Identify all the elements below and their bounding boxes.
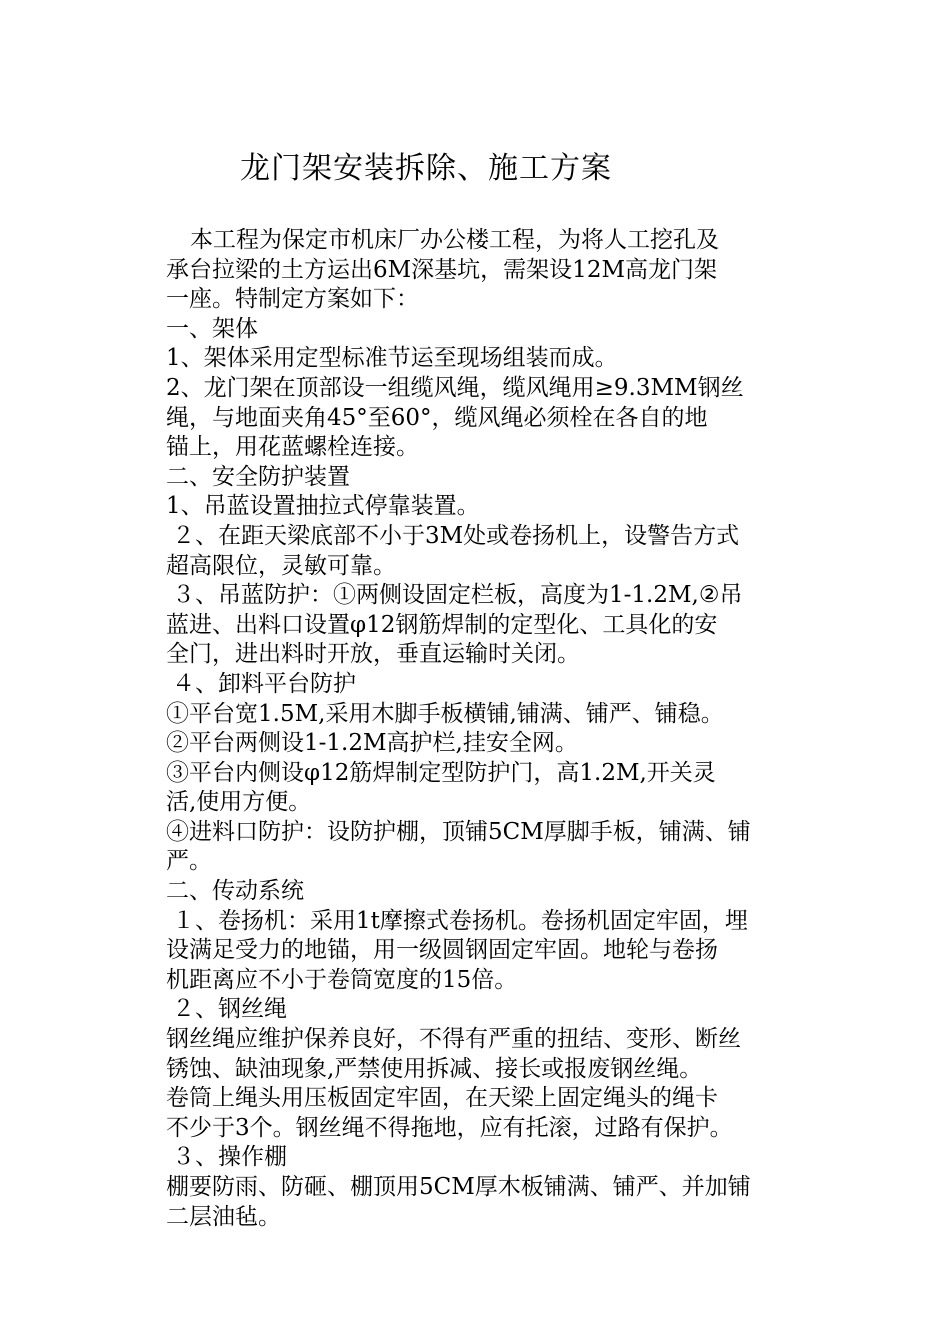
paragraph-line: ③平台内侧设φ12筋焊制定型防护门，高1.2M,开关灵	[166, 759, 716, 786]
paragraph-line: 二层油毡。	[166, 1203, 281, 1230]
paragraph-line: ②平台两侧设1-1.2M高护栏,挂安全网。	[166, 730, 578, 757]
subsection-heading: ４、卸料平台防护	[172, 670, 356, 697]
paragraph-line: 2、龙门架在顶部设一组缆风绳，缆风绳用≥9.3MM钢丝	[166, 374, 744, 401]
paragraph-line: 1、吊蓝设置抽拉式停靠装置。	[166, 493, 480, 520]
paragraph-line: 锈蚀、缺油现象,严禁使用拆减、接长或报废钢丝绳。	[166, 1055, 703, 1082]
paragraph-line: 锚上，用花蓝螺栓连接。	[166, 434, 419, 461]
paragraph-line: 设满足受力的地锚，用一级圆钢固定牢固。地轮与卷扬	[166, 937, 718, 964]
paragraph-line: 一座。特制定方案如下：	[166, 286, 419, 313]
paragraph-line: 不少于3个。钢丝绳不得拖地，应有托滚，过路有保护。	[166, 1114, 733, 1141]
paragraph-line: 棚要防雨、防砸、棚顶用5CM厚木板铺满、铺严、并加铺	[166, 1174, 751, 1200]
section-heading: 二、传动系统	[166, 878, 304, 905]
paragraph-line: ④进料口防护：设防护棚，顶铺5CM厚脚手板，铺满、铺	[166, 818, 751, 845]
paragraph-line: 严。	[166, 848, 212, 875]
paragraph-line: 超高限位，灵敏可靠。	[166, 552, 396, 579]
paragraph-line: 机距离应不小于卷筒宽度的15倍。	[166, 966, 518, 993]
paragraph-line: 绳，与地面夹角45°至60°，缆风绳必须栓在各自的地	[166, 404, 708, 431]
paragraph-line: 卷筒上绳头用压板固定牢固，在天梁上固定绳头的绳卡	[166, 1085, 718, 1112]
paragraph-line: 活,使用方便。	[166, 789, 312, 816]
document-title: 龙门架安装拆除、施工方案	[240, 151, 612, 186]
section-heading: 一、架体	[166, 315, 258, 342]
paragraph-line: ２、在距天梁底部不小于3M处或卷扬机上，设警告方式	[172, 522, 740, 549]
paragraph-line: ①平台宽1.5M,采用木脚手板横铺,铺满、铺严、铺稳。	[166, 700, 724, 727]
paragraph-line: 蓝进、出料口设置φ12钢筋焊制的定型化、工具化的安	[166, 611, 718, 638]
section-heading: 二、安全防护装置	[166, 463, 350, 490]
document-body	[166, 226, 788, 1232]
paragraph-line: ３、吊蓝防护：①两侧设固定栏板，高度为1-1.2M,②吊	[172, 582, 743, 609]
subsection-heading: ２、钢丝绳	[172, 996, 287, 1023]
subsection-heading: ３、操作棚	[172, 1144, 287, 1171]
paragraph-line: 钢丝绳应维护保养良好，不得有严重的扭结、变形、断丝	[166, 1026, 741, 1053]
paragraph-line: 1、架体采用定型标准节运至现场组装而成。	[166, 345, 618, 372]
paragraph-line: 全门，进出料时开放，垂直运输时关闭。	[166, 641, 580, 668]
paragraph-line: 承台拉梁的土方运出6M深基坑，需架设12M高龙门架	[166, 256, 718, 283]
paragraph-line: １、卷扬机：采用1t摩擦式卷扬机。卷扬机固定牢固，埋	[172, 907, 748, 934]
paragraph-line: 本工程为保定市机床厂办公楼工程，为将人工挖孔及	[190, 227, 719, 253]
